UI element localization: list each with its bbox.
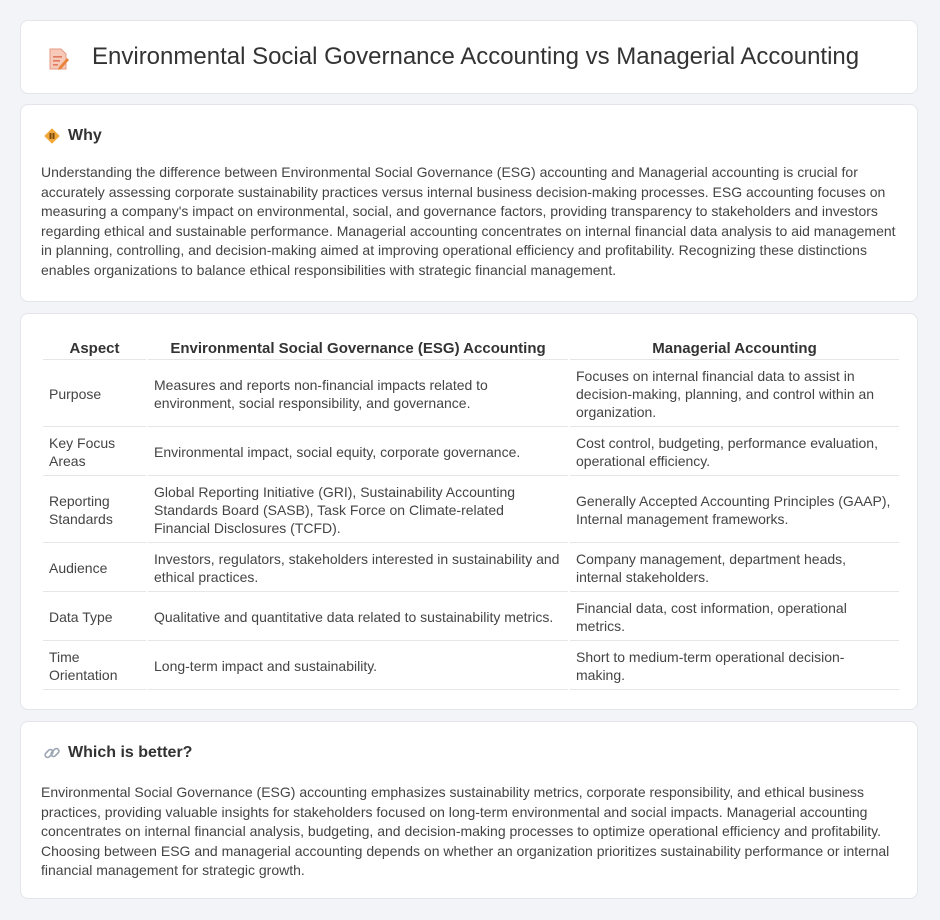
table-header-row — [43, 336, 899, 360]
column-header-aspect: Aspect — [43, 336, 146, 360]
esg-cell: Global Reporting Initiative (GRI), Sustainability Accounting Standards Board (SASB), Task Force on Climate-related Financial Disclosures (TCFD). — [148, 478, 568, 543]
aspect-cell: Purpose — [43, 362, 146, 427]
table-row — [43, 478, 899, 543]
title-card — [20, 20, 918, 94]
aspect-cell: Data Type — [43, 594, 146, 641]
column-header-managerial: Managerial Accounting — [570, 336, 899, 360]
esg-cell: Qualitative and quantitative data related to sustainability metrics. — [148, 594, 568, 641]
link-icon — [43, 744, 61, 762]
table-row — [43, 643, 899, 690]
managerial-cell: Cost control, budgeting, performance evaluation, operational efficiency. — [570, 429, 899, 476]
column-header-esg: Environmental Social Governance (ESG) Accounting — [148, 336, 568, 360]
managerial-cell: Generally Accepted Accounting Principles (GAAP), Internal management frameworks. — [570, 478, 899, 543]
why-heading-row — [43, 127, 102, 145]
aspect-cell: Reporting Standards — [43, 478, 146, 543]
better-heading: Which is better? — [68, 744, 193, 761]
esg-cell: Measures and reports non-financial impacts related to environment, social responsibility, and governance. — [148, 362, 568, 427]
aspect-cell: Key Focus Areas — [43, 429, 146, 476]
aspect-cell: Audience — [43, 545, 146, 592]
page-title: Environmental Social Governance Accounting vs Managerial Accounting — [92, 43, 860, 70]
esg-cell: Investors, regulators, stakeholders interested in sustainability and ethical practices. — [148, 545, 568, 592]
managerial-cell: Focuses on internal financial data to assist in decision-making, planning, and control within an organization. — [570, 362, 899, 427]
esg-cell: Long-term impact and sustainability. — [148, 643, 568, 690]
table-row — [43, 429, 899, 476]
comparison-table — [41, 334, 901, 692]
table-row — [43, 362, 899, 427]
table-row — [43, 545, 899, 592]
diamond-signal-icon — [43, 127, 61, 145]
managerial-cell: Company management, department heads, internal stakeholders. — [570, 545, 899, 592]
why-section — [20, 104, 918, 302]
which-is-better-section — [20, 721, 918, 899]
aspect-cell: Time Orientation — [43, 643, 146, 690]
table-row — [43, 594, 899, 641]
why-heading: Why — [68, 127, 102, 144]
managerial-cell: Short to medium-term operational decision-making. — [570, 643, 899, 690]
why-text: Understanding the difference between Environmental Social Governance (ESG) accounting and Managerial accounting is crucial for accurately assessing corporate sustainability practices versus internal business decision-making processes. ESG accounting focuses on measuring a company's impact on environmental, social, and governance factors, providing transparency to stakeholders and investors regarding ethical and sustainable performance. Managerial accounting concentrates on internal financial data analysis to aid management in planning, controlling, and decision-making aimed at improving operational efficiency and profitability. Recognizing these distinctions enables organizations to balance ethical responsibilities with strategic financial management. — [41, 164, 896, 278]
better-text: Environmental Social Governance (ESG) accounting emphasizes sustainability metrics, corporate responsibility, and ethical business practices, providing valuable insights for stakeholders focused on long-term environmental and social impacts. Managerial accounting concentrates on internal financial analysis, budgeting, and decision-making processes to optimize operational efficiency and profitability. Choosing between ESG and managerial accounting depends on whether an organization prioritizes sustainability performance or internal financial management for strategic growth. — [41, 784, 890, 878]
esg-cell: Environmental impact, social equity, corporate governance. — [148, 429, 568, 476]
better-heading-row — [43, 744, 192, 762]
document-edit-icon — [47, 47, 69, 71]
managerial-cell: Financial data, cost information, operational metrics. — [570, 594, 899, 641]
comparison-card — [20, 313, 918, 710]
